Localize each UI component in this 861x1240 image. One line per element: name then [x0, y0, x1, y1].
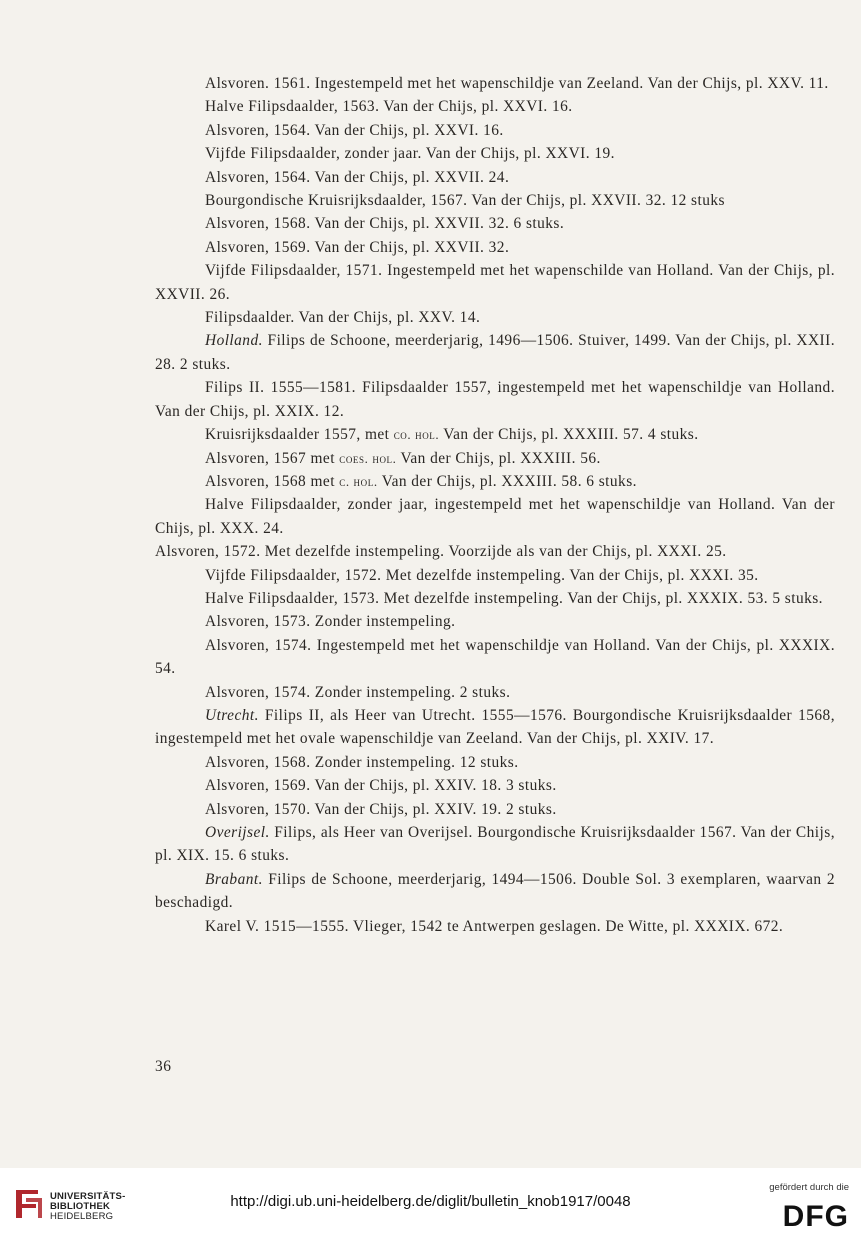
paragraph	[155, 72, 835, 95]
paragraph-text: Alsvoren, 1568 met	[205, 472, 340, 490]
paragraph	[155, 774, 835, 797]
paragraph	[155, 236, 835, 259]
library-line-2: BIBLIOTHEK	[50, 1201, 111, 1212]
paragraph-text: Vijfde Filipsdaalder, 1571. Ingestempeld met het wapenschilde van Holland. Van der Chijs, pl. XXVII. 26.	[155, 262, 835, 303]
paragraph	[155, 798, 835, 821]
paragraph-text: Filips de Schoone, meerderjarig, 1496—1506. Stuiver, 1499. Van der Chijs, pl. XXII. 28. 2 stuks.	[155, 332, 835, 373]
paragraph	[155, 915, 835, 938]
paragraph-text: Kruisrijksdaalder 1557, met	[205, 426, 394, 444]
paragraph-text: Filips II, als Heer van Utrecht. 1555—1576. Bourgondische Kruisrijksdaalder 1568, ingestempeld met het ovale wapenschildje van Zeeland. Van der Chijs, pl. XXIV. 17.	[155, 706, 835, 748]
paragraph-text: Alsvoren, 1569. Van der Chijs, pl. XXIV. 18. 3 stuks.	[205, 777, 557, 795]
paragraph-text: Bourgondische Kruisrijksdaalder, 1567. Van der Chijs, pl. XXVII. 32. 12 stuks	[205, 192, 725, 210]
paragraph	[155, 259, 835, 306]
paragraph	[155, 681, 835, 704]
paragraph	[155, 212, 835, 235]
paragraph	[155, 540, 835, 563]
paragraph	[155, 447, 835, 470]
paragraph	[155, 704, 835, 751]
paragraph	[155, 95, 835, 118]
paragraph-text: Vijfde Filipsdaalder, 1572. Met dezelfde instempeling. Van der Chijs, pl. XXXI. 35.	[205, 566, 759, 584]
paragraph-text: Alsvoren, 1570. Van der Chijs, pl. XXIV. 19. 2 stuks.	[205, 800, 557, 818]
region-heading: Holland.	[205, 332, 263, 350]
paragraph	[155, 868, 835, 915]
paragraph-text: Filips II. 1555—1581. Filipsdaalder 1557, ingestempeld met het wapenschildje van Holland. Van der Chijs, pl. XXIX. 12.	[155, 379, 835, 420]
page-number: 36	[155, 1058, 172, 1075]
viewer-footer	[0, 1168, 861, 1240]
paragraph-text: Filips de Schoone, meerderjarig, 1494—1506. Double Sol. 3 exemplaren, waarvan 2 beschadigd.	[155, 870, 835, 912]
paragraph	[155, 329, 835, 376]
paragraph-text: Van der Chijs, pl. XXXIII. 58. 6 stuks.	[377, 472, 637, 490]
paragraph	[155, 189, 835, 212]
paragraph	[155, 423, 835, 446]
paragraph	[155, 142, 835, 165]
paragraph	[155, 634, 835, 681]
paragraph	[155, 821, 835, 868]
region-heading: Overijsel.	[205, 824, 270, 841]
paragraph	[155, 751, 835, 774]
paragraph-text: Halve Filipsdaalder, 1573. Met dezelfde instempeling. Van der Chijs, pl. XXXIX. 53. 5 stuks.	[205, 589, 823, 607]
library-line-3: HEIDELBERG	[50, 1211, 114, 1222]
paragraph-text: Alsvoren, 1567 met	[205, 449, 340, 467]
paragraph-text: Alsvoren, 1572. Met dezelfde instempeling. Voorzijde als van der Chijs, pl. XXXI. 25.	[155, 543, 727, 561]
paragraph-text: Alsvoren, 1574. Ingestempeld met het wapenschildje van Holland. Van der Chijs, pl. XXXIX. 54.	[155, 636, 835, 678]
paragraph	[155, 493, 835, 540]
dfg-logo: DFG	[782, 1200, 849, 1233]
paragraph-text: Alsvoren, 1569. Van der Chijs, pl. XXVII. 32.	[205, 238, 510, 256]
paragraph-text: Alsvoren, 1564. Van der Chijs, pl. XXVI. 16.	[205, 121, 504, 139]
library-line-1: UNIVERSITÄTS-	[50, 1191, 126, 1202]
paragraph-text: Alsvoren, 1568. Zonder instempeling. 12 stuks.	[205, 753, 519, 771]
paragraph	[155, 166, 835, 189]
paragraph	[155, 306, 835, 329]
paragraph-text: Alsvoren, 1574. Zonder instempeling. 2 stuks.	[205, 683, 511, 701]
paragraph-text: Van der Chijs, pl. XXXIII. 57. 4 stuks.	[439, 426, 699, 444]
paragraph-text: Filipsdaalder. Van der Chijs, pl. XXV. 14.	[205, 309, 481, 327]
permalink-url[interactable]: http://digi.ub.uni-heidelberg.de/diglit/bulletin_knob1917/0048	[230, 1193, 631, 1210]
paragraph-text: Filips, als Heer van Overijsel. Bourgondische Kruisrijksdaalder 1567. Van der Chijs, pl. XIX. 15. 6 stuks.	[155, 824, 835, 865]
region-heading: Utrecht.	[205, 706, 259, 724]
paragraph-text: Halve Filipsdaalder, 1563. Van der Chijs, pl. XXVI. 16.	[205, 98, 573, 116]
body-text	[155, 72, 835, 938]
paragraph	[155, 564, 835, 587]
paragraph-text: Vijfde Filipsdaalder, zonder jaar. Van der Chijs, pl. XXVI. 19.	[205, 145, 615, 163]
paragraph	[155, 470, 835, 493]
mint-mark: coes. hol.	[339, 450, 397, 466]
paragraph-text: Alsvoren, 1568. Van der Chijs, pl. XXVII. 32. 6 stuks.	[205, 215, 565, 233]
paragraph	[155, 610, 835, 633]
paragraph	[155, 587, 835, 610]
paragraph-text: Van der Chijs, pl. XXXIII. 56.	[396, 449, 601, 467]
paragraph-text: Halve Filipsdaalder, zonder jaar, ingestempeld met het wapenschildje van Holland. Van der Chijs, pl. XXX. 24.	[155, 496, 835, 537]
paragraph-text: Karel V. 1515—1555. Vlieger, 1542 te Antwerpen geslagen. De Witte, pl. XXXIX. 672.	[205, 917, 784, 935]
paragraph-text: Alsvoren, 1573. Zonder instempeling.	[205, 613, 456, 631]
paragraph-text: Alsvoren. 1561. Ingestempeld met het wapenschildje van Zeeland. Van der Chijs, pl. XXV. 11.	[205, 75, 829, 92]
mint-mark: c. hol.	[339, 473, 378, 489]
paragraph-text: Alsvoren, 1564. Van der Chijs, pl. XXVII. 24.	[205, 168, 510, 186]
region-heading: Brabant.	[205, 870, 263, 888]
funded-by-label: gefördert durch die	[769, 1182, 849, 1193]
mint-mark: co. hol.	[393, 427, 440, 443]
paragraph	[155, 119, 835, 142]
paragraph	[155, 376, 835, 423]
